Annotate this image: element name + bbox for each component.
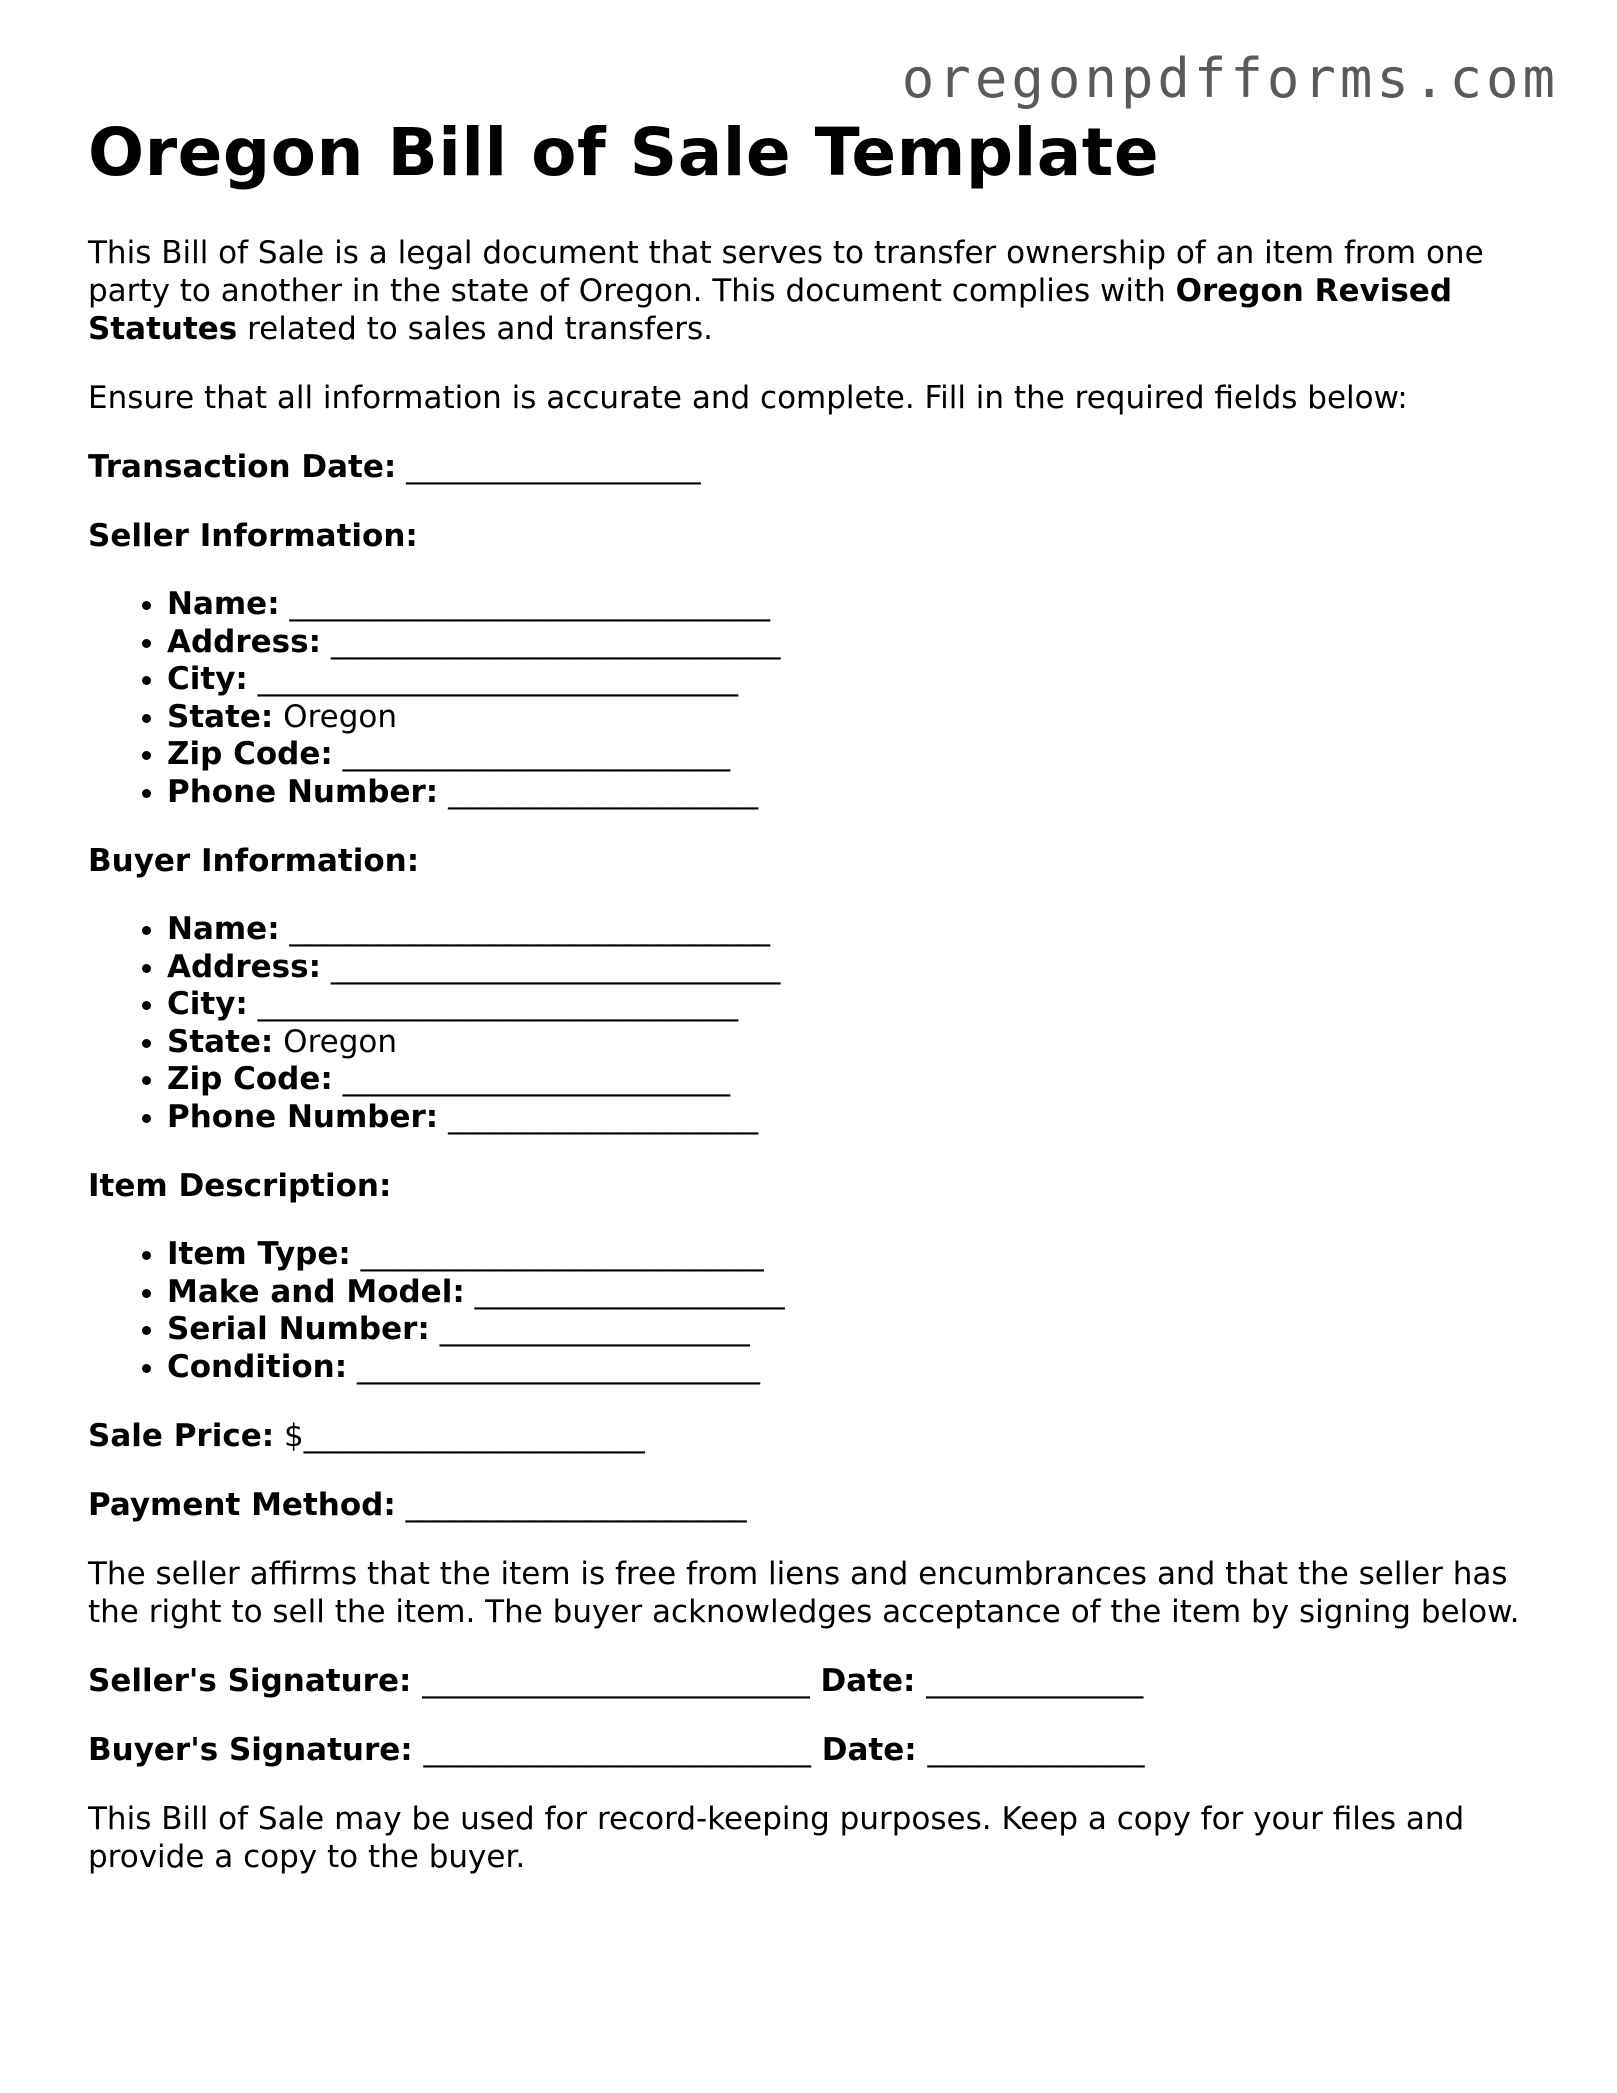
item-serial-blank[interactable]: ____________________: [439, 1311, 750, 1347]
buyer-state-label: State:: [167, 1023, 274, 1060]
sale-price-blank[interactable]: $______________________: [283, 1418, 645, 1454]
item-condition-label: Condition:: [167, 1348, 348, 1385]
sale-price-label: Sale Price:: [88, 1418, 275, 1454]
buyer-name-blank[interactable]: _______________________________: [289, 911, 770, 947]
buyer-phone-blank[interactable]: ____________________: [448, 1098, 759, 1135]
seller-state-field: [167, 699, 1528, 737]
buyer-city-blank[interactable]: _______________________________: [257, 986, 739, 1022]
buyer-zip-field: [167, 1061, 1528, 1099]
seller-phone-label: Phone Number:: [167, 773, 439, 810]
buyer-signature-label: Buyer's Signature:: [88, 1732, 413, 1768]
item-type-blank[interactable]: __________________________: [360, 1236, 764, 1272]
item-condition-blank[interactable]: __________________________: [357, 1348, 761, 1385]
item-type-field: [167, 1236, 1528, 1274]
seller-address-field: [167, 624, 1528, 662]
instruction-text: Ensure that all information is accurate and complete. Fill in the required fields below:: [88, 380, 1408, 416]
footer-paragraph: This Bill of Sale may be used for record-keeping purposes. Keep a copy for your files and provide a copy to the buyer.: [88, 1801, 1465, 1875]
item-serial-field: [167, 1311, 1528, 1349]
seller-name-blank[interactable]: _______________________________: [289, 586, 770, 622]
seller-zip-label: Zip Code:: [167, 736, 333, 772]
seller-state-label: State:: [167, 698, 274, 735]
buyer-date-line[interactable]: ______________: [927, 1732, 1145, 1768]
seller-phone-blank[interactable]: ____________________: [448, 773, 759, 810]
document-page: [88, 112, 1528, 1876]
buyer-heading: Buyer Information:: [88, 843, 420, 879]
item-heading: Item Description:: [88, 1168, 392, 1204]
seller-city-blank[interactable]: _______________________________: [257, 661, 739, 697]
seller-signature-row: [88, 1662, 1528, 1700]
item-condition-field: [167, 1349, 1528, 1387]
sale-price-field: [88, 1417, 1528, 1455]
buyer-state-value: Oregon: [283, 1023, 397, 1060]
buyer-date-label: Date:: [821, 1732, 917, 1768]
intro-text-start: This Bill of Sale is a legal document that serves to transfer ownership of an item from one party to another in the state of Oregon. This document complies with: [88, 235, 1484, 309]
item-serial-label: Serial Number:: [167, 1311, 430, 1347]
transaction-date-label: Transaction Date:: [88, 449, 397, 485]
seller-state-value: Oregon: [283, 698, 397, 735]
affirmation-paragraph: The seller affirms that the item is free from liens and encumbrances and that the seller has the right to sell the item. The buyer acknowledges acceptance of the item by signing below.: [88, 1556, 1520, 1630]
item-make-model-field: [167, 1274, 1528, 1312]
item-make-model-label: Make and Model:: [167, 1273, 465, 1310]
seller-date-line[interactable]: ______________: [926, 1663, 1144, 1699]
seller-address-blank[interactable]: _____________________________: [330, 623, 781, 660]
intro-statutes-bold: Oregon Revised Statutes: [88, 273, 1453, 347]
seller-city-field: [167, 661, 1528, 699]
page-title: Oregon Bill of Sale Template: [88, 114, 1160, 191]
buyer-signature-row: [88, 1731, 1528, 1769]
buyer-phone-field: [167, 1099, 1528, 1137]
buyer-zip-blank[interactable]: _________________________: [342, 1061, 731, 1097]
payment-method-blank[interactable]: ______________________: [405, 1487, 747, 1523]
buyer-address-label: Address:: [167, 948, 321, 985]
buyer-phone-label: Phone Number:: [167, 1098, 439, 1135]
seller-city-label: City:: [167, 661, 248, 697]
seller-signature-line[interactable]: _________________________: [422, 1663, 810, 1699]
intro-text-end: related to sales and transfers.: [237, 311, 714, 347]
seller-zip-blank[interactable]: _________________________: [342, 736, 731, 772]
seller-name-field: [167, 586, 1528, 624]
intro-paragraph: [88, 234, 1528, 348]
seller-signature-label: Seller's Signature:: [88, 1663, 412, 1699]
seller-zip-field: [167, 736, 1528, 774]
seller-heading: Seller Information:: [88, 518, 418, 554]
item-make-model-blank[interactable]: ____________________: [474, 1273, 785, 1310]
transaction-date-field: [88, 448, 1528, 486]
item-type-label: Item Type:: [167, 1236, 351, 1272]
seller-phone-field: [167, 774, 1528, 812]
buyer-name-label: Name:: [167, 911, 280, 947]
watermark-logo: oregonpdfforms.com: [901, 47, 1559, 110]
buyer-field-list: [88, 911, 1528, 1136]
seller-date-label: Date:: [820, 1663, 916, 1699]
payment-method-field: [88, 1486, 1528, 1524]
buyer-address-field: [167, 949, 1528, 987]
buyer-city-field: [167, 986, 1528, 1024]
buyer-name-field: [167, 911, 1528, 949]
buyer-signature-line[interactable]: _________________________: [423, 1732, 811, 1768]
seller-name-label: Name:: [167, 586, 280, 622]
transaction-date-blank[interactable]: ___________________: [406, 449, 701, 485]
item-field-list: [88, 1236, 1528, 1386]
seller-field-list: [88, 586, 1528, 811]
buyer-address-blank[interactable]: _____________________________: [330, 948, 781, 985]
payment-method-label: Payment Method:: [88, 1487, 396, 1523]
buyer-state-field: [167, 1024, 1528, 1062]
buyer-city-label: City:: [167, 986, 248, 1022]
seller-address-label: Address:: [167, 623, 321, 660]
buyer-zip-label: Zip Code:: [167, 1061, 333, 1097]
